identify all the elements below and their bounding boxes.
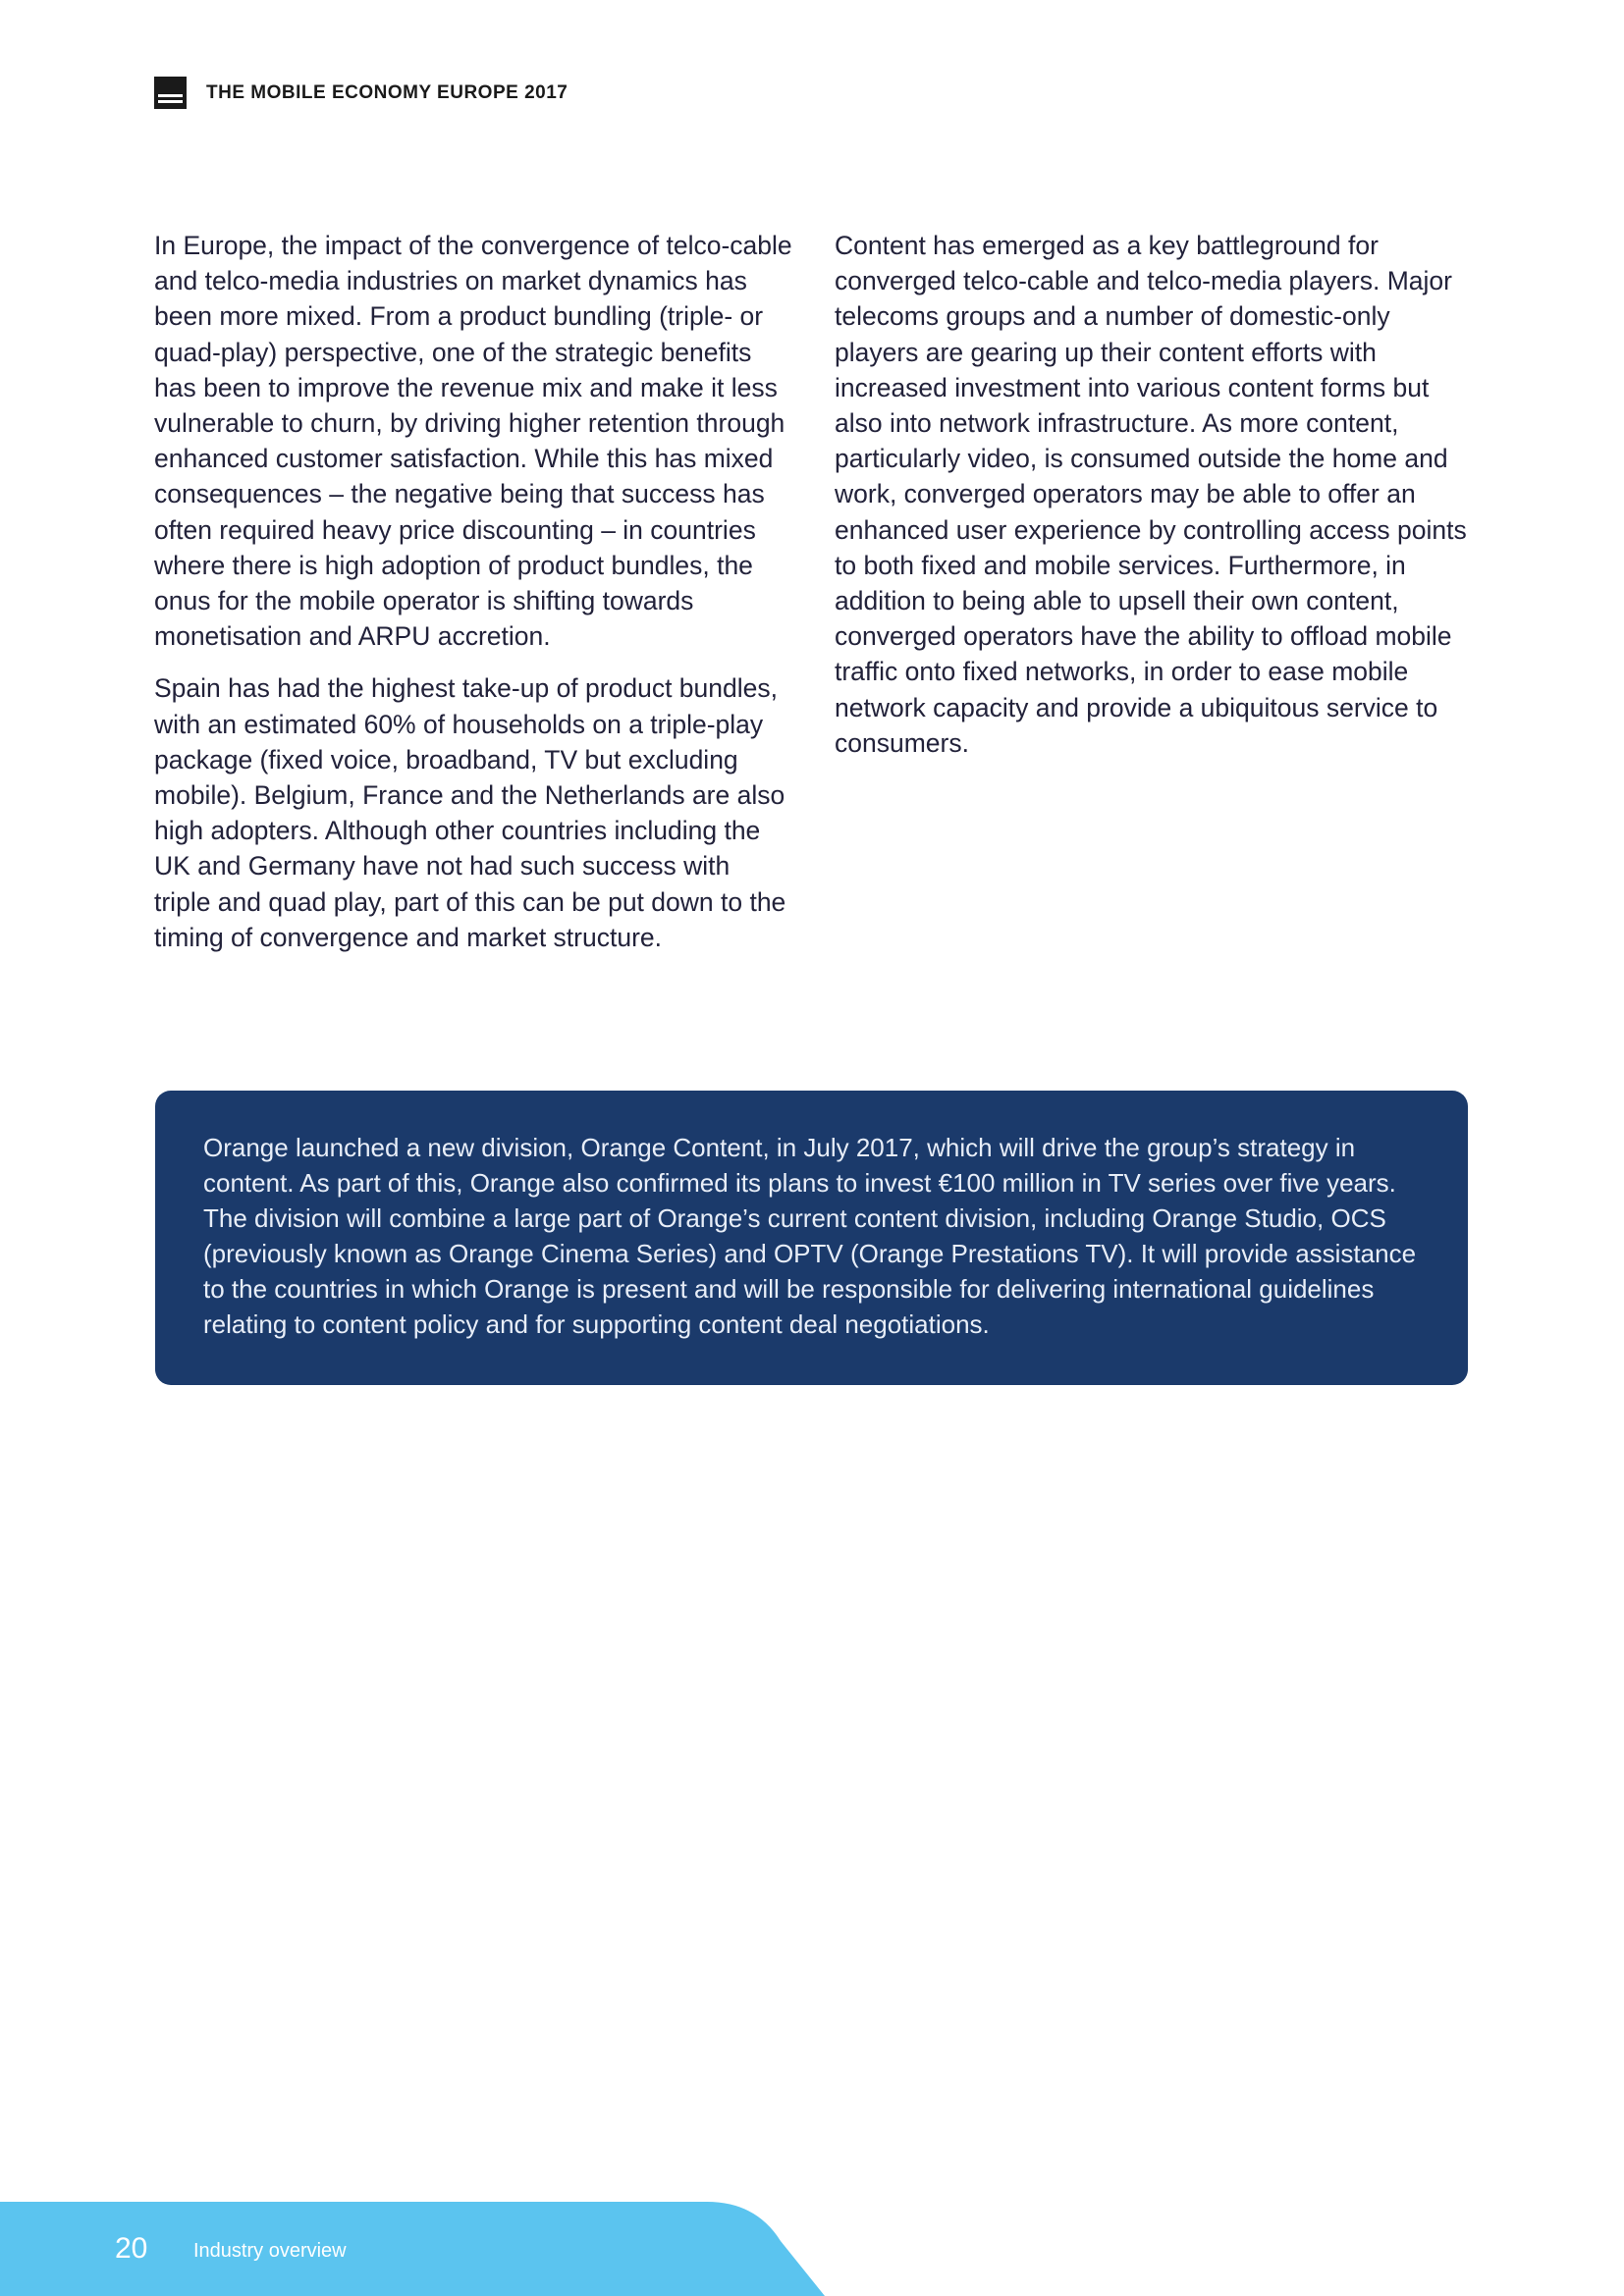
page-header — [154, 77, 568, 109]
paragraph: Spain has had the highest take-up of product bundles, with an estimated 60% of households on a triple-play package (fixed voice, broadband, TV but excluding mobile). Belgium, France and the Netherlands are also high adopters. Although other countries including the UK and Germany have not had such success with triple and quad play, part of this can be put down to the timing of convergence and market structure. — [154, 673, 786, 952]
left-column — [154, 228, 792, 972]
section-label: Industry overview — [193, 2240, 347, 2262]
page-number: 20 — [115, 2232, 148, 2265]
paragraph: In Europe, the impact of the convergence of telco-cable and telco-media industries on market dynamics has been more mixed. From a product bundling (triple- or quad-play) perspective, one of the strategic benefits has been to improve the revenue mix and make it less vulnerable to churn, by driving higher retention through enhanced customer satisfaction. While this has mixed consequences – the negative being that success has often required heavy price discounting – in countries where there is high adoption of product bundles, the onus for the mobile operator is shifting towards monetisation and ARPU accretion. — [154, 231, 792, 652]
callout-text: Orange launched a new division, Orange Content, in July 2017, which will drive the group’s strategy in content. As part of this, Orange also confirmed its plans to invest €100 million in TV series over five years. The division will combine a large part of Orange’s current content division, including Orange Studio, OCS (previously known as Orange Cinema Series) and OPTV (Orange Prestations TV). It will provide assistance to the countries in which Orange is present and will be responsible for delivering international guidelines relating to content policy and for supporting content deal negotiations. — [203, 1133, 1417, 1339]
right-column — [835, 228, 1473, 777]
callout-box — [155, 1091, 1468, 1385]
report-title: THE MOBILE ECONOMY EUROPE 2017 — [206, 81, 568, 103]
paragraph: Content has emerged as a key battleground for converged telco-cable and telco-media players. Major telecoms groups and a number of domestic-only players are gearing up their content efforts with increased investment into various content forms but also into network infrastructure. As more content, particularly video, is consumed outside the home and work, converged operators may be able to offer an enhanced user experience by controlling access points to both fixed and mobile services. Furthermore, in addition to being able to upsell their own content, converged operators have the ability to offload mobile traffic onto fixed networks, in order to ease mobile network capacity and provide a ubiquitous service to consumers. — [835, 231, 1467, 758]
report-logo-icon — [154, 77, 187, 109]
